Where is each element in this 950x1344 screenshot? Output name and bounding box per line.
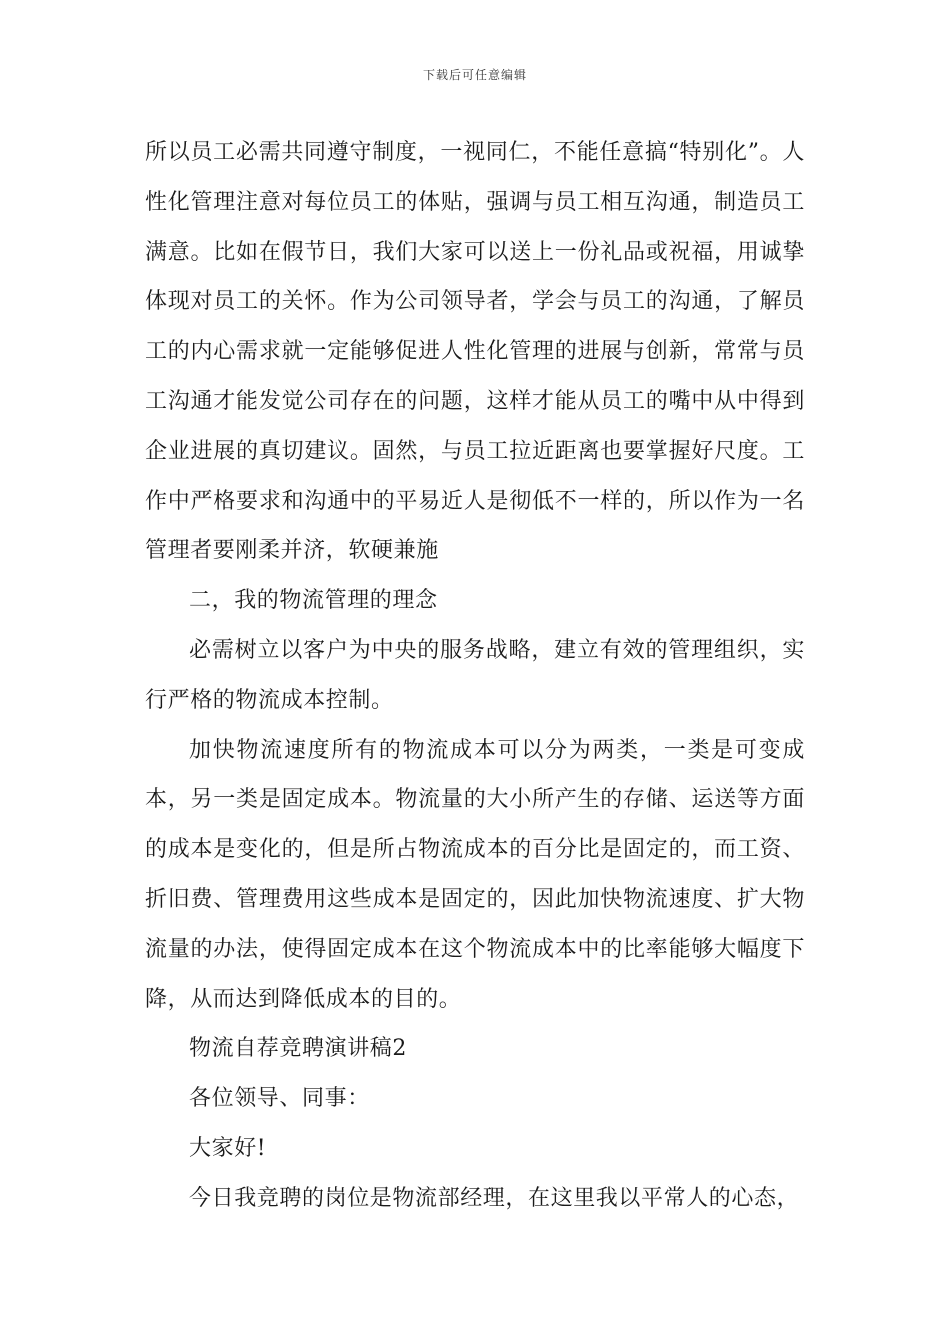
speech-title: 物流自荐竞聘演讲稿2: [189, 1036, 407, 1062]
paragraph-management-humanization: 所以员工必需共同遵守制度，一视同仁，不能任意搞“特别化”。人性化管理注意对每位员工的体贴，强调与员工相互沟通，制造员工满意。比如在假节日，我们大家可以送上一份礼品或祝福，用诚挚体现对员工的关怀。作为公司领导者，学会与员工的沟通，了解员工的内心需求就一定能够促进人性化管理的进展与创新，常常与员工沟通才能发觉公司存在的问题，这样才能从员工的嘴中从中得到企业进展的真切建议。固然，与员工拉近距离也要掌握好尺度。工作中严格要求和沟通中的平易近人是彻低不一样的，所以作为一名管理者要刚柔并济，软硬兼施: [145, 140, 805, 564]
section-heading-logistics-concept: 二，我的物流管理的理念: [189, 588, 438, 614]
paragraph-logistics-speed: 加快物流速度所有的物流成本可以分为两类，一类是可变成本，另一类是固定成本。物流量的大小所产生的存储、运送等方面的成本是变化的，但是所占物流成本的百分比是固定的，而工资、折旧费、管理费用这些成本是固定的，因此加快物流速度、扩大物流量的办法，使得固定成本在这个物流成本中的比率能够大幅度下降，从而达到降低成本的目的。: [145, 737, 805, 1012]
document-body: [145, 128, 805, 1224]
paragraph-customer-strategy: 必需树立以客户为中央的服务战略，建立有效的管理组织，实行严格的物流成本控制。: [145, 637, 805, 713]
greeting: 大家好!: [189, 1135, 267, 1161]
page-header: 下载后可任意编辑: [422, 68, 527, 82]
salutation: 各位领导、同事：: [189, 1086, 370, 1112]
paragraph-position-intro: 今日我竞聘的岗位是物流部经理，在这里我以平常人的心态，: [189, 1185, 800, 1211]
